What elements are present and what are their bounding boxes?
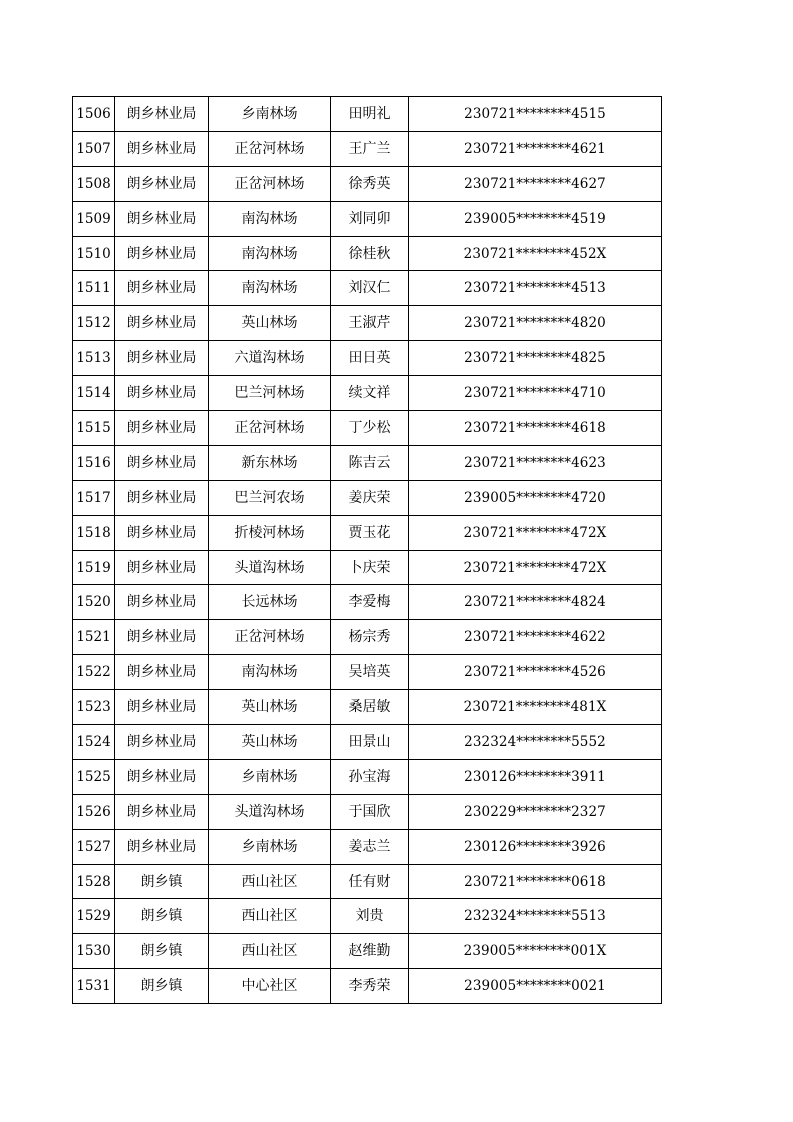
id-number-cell: 230126********3926	[409, 829, 662, 864]
sub-unit-cell: 英山林场	[209, 690, 331, 725]
roster-table-body	[73, 97, 662, 1004]
person-name-cell: 任有财	[331, 864, 409, 899]
id-number-cell: 230229********2327	[409, 794, 662, 829]
person-name-cell: 吴培英	[331, 655, 409, 690]
id-number-cell: 230126********3911	[409, 759, 662, 794]
sub-unit-cell: 南沟林场	[209, 655, 331, 690]
id-number-cell: 230721********4824	[409, 585, 662, 620]
sub-unit-cell: 西山社区	[209, 934, 331, 969]
unit-cell: 朗乡林业局	[115, 585, 209, 620]
sub-unit-cell: 南沟林场	[209, 201, 331, 236]
person-name-cell: 姜庆荣	[331, 480, 409, 515]
person-name-cell: 姜志兰	[331, 829, 409, 864]
sub-unit-cell: 英山林场	[209, 725, 331, 760]
unit-cell: 朗乡林业局	[115, 376, 209, 411]
unit-cell: 朗乡镇	[115, 864, 209, 899]
id-number-cell: 239005********0021	[409, 969, 662, 1004]
unit-cell: 朗乡林业局	[115, 131, 209, 166]
unit-cell: 朗乡林业局	[115, 725, 209, 760]
id-number-cell: 230721********4513	[409, 271, 662, 306]
sub-unit-cell: 西山社区	[209, 864, 331, 899]
unit-cell: 朗乡林业局	[115, 341, 209, 376]
person-name-cell: 贾玉花	[331, 515, 409, 550]
table-row	[73, 236, 662, 271]
sub-unit-cell: 巴兰河农场	[209, 480, 331, 515]
row-number-cell: 1510	[73, 236, 115, 271]
id-number-cell: 230721********0618	[409, 864, 662, 899]
roster-table	[72, 96, 662, 1004]
id-number-cell: 230721********4526	[409, 655, 662, 690]
row-number-cell: 1524	[73, 725, 115, 760]
row-number-cell: 1512	[73, 306, 115, 341]
id-number-cell: 230721********4710	[409, 376, 662, 411]
person-name-cell: 陈吉云	[331, 445, 409, 480]
person-name-cell: 杨宗秀	[331, 620, 409, 655]
sub-unit-cell: 正岔河林场	[209, 620, 331, 655]
row-number-cell: 1530	[73, 934, 115, 969]
row-number-cell: 1520	[73, 585, 115, 620]
unit-cell: 朗乡镇	[115, 934, 209, 969]
unit-cell: 朗乡林业局	[115, 166, 209, 201]
sub-unit-cell: 正岔河林场	[209, 411, 331, 446]
id-number-cell: 232324********5513	[409, 899, 662, 934]
table-row	[73, 899, 662, 934]
id-number-cell: 230721********4515	[409, 97, 662, 132]
sub-unit-cell: 六道沟林场	[209, 341, 331, 376]
table-row	[73, 480, 662, 515]
table-row	[73, 864, 662, 899]
row-number-cell: 1521	[73, 620, 115, 655]
table-row	[73, 759, 662, 794]
table-row	[73, 725, 662, 760]
person-name-cell: 卜庆荣	[331, 550, 409, 585]
sub-unit-cell: 英山林场	[209, 306, 331, 341]
table-row	[73, 131, 662, 166]
unit-cell: 朗乡林业局	[115, 550, 209, 585]
id-number-cell: 230721********4622	[409, 620, 662, 655]
unit-cell: 朗乡林业局	[115, 829, 209, 864]
table-row	[73, 411, 662, 446]
row-number-cell: 1525	[73, 759, 115, 794]
table-row	[73, 934, 662, 969]
person-name-cell: 刘同卯	[331, 201, 409, 236]
id-number-cell: 230721********4820	[409, 306, 662, 341]
unit-cell: 朗乡林业局	[115, 655, 209, 690]
person-name-cell: 王淑芹	[331, 306, 409, 341]
id-number-cell: 230721********4621	[409, 131, 662, 166]
table-row	[73, 620, 662, 655]
sub-unit-cell: 头道沟林场	[209, 550, 331, 585]
table-row	[73, 585, 662, 620]
unit-cell: 朗乡林业局	[115, 201, 209, 236]
table-row	[73, 690, 662, 725]
person-name-cell: 徐桂秋	[331, 236, 409, 271]
table-row	[73, 166, 662, 201]
person-name-cell: 田明礼	[331, 97, 409, 132]
id-number-cell: 239005********4720	[409, 480, 662, 515]
row-number-cell: 1506	[73, 97, 115, 132]
person-name-cell: 李爱梅	[331, 585, 409, 620]
id-number-cell: 232324********5552	[409, 725, 662, 760]
unit-cell: 朗乡林业局	[115, 306, 209, 341]
person-name-cell: 徐秀英	[331, 166, 409, 201]
sub-unit-cell: 正岔河林场	[209, 131, 331, 166]
person-name-cell: 桑居敏	[331, 690, 409, 725]
table-row	[73, 201, 662, 236]
person-name-cell: 续文祥	[331, 376, 409, 411]
person-name-cell: 于国欣	[331, 794, 409, 829]
sub-unit-cell: 南沟林场	[209, 236, 331, 271]
unit-cell: 朗乡林业局	[115, 480, 209, 515]
sub-unit-cell: 西山社区	[209, 899, 331, 934]
sub-unit-cell: 乡南林场	[209, 759, 331, 794]
row-number-cell: 1528	[73, 864, 115, 899]
unit-cell: 朗乡林业局	[115, 515, 209, 550]
person-name-cell: 刘汉仁	[331, 271, 409, 306]
row-number-cell: 1529	[73, 899, 115, 934]
id-number-cell: 230721********472X	[409, 515, 662, 550]
sub-unit-cell: 南沟林场	[209, 271, 331, 306]
unit-cell: 朗乡林业局	[115, 690, 209, 725]
sub-unit-cell: 乡南林场	[209, 829, 331, 864]
row-number-cell: 1508	[73, 166, 115, 201]
row-number-cell: 1527	[73, 829, 115, 864]
unit-cell: 朗乡林业局	[115, 97, 209, 132]
table-row	[73, 97, 662, 132]
person-name-cell: 李秀荣	[331, 969, 409, 1004]
id-number-cell: 230721********472X	[409, 550, 662, 585]
id-number-cell: 230721********4618	[409, 411, 662, 446]
row-number-cell: 1522	[73, 655, 115, 690]
sub-unit-cell: 中心社区	[209, 969, 331, 1004]
table-row	[73, 445, 662, 480]
id-number-cell: 239005********001X	[409, 934, 662, 969]
table-row	[73, 794, 662, 829]
table-row	[73, 550, 662, 585]
row-number-cell: 1515	[73, 411, 115, 446]
unit-cell: 朗乡林业局	[115, 620, 209, 655]
row-number-cell: 1509	[73, 201, 115, 236]
person-name-cell: 田日英	[331, 341, 409, 376]
unit-cell: 朗乡林业局	[115, 759, 209, 794]
row-number-cell: 1514	[73, 376, 115, 411]
row-number-cell: 1518	[73, 515, 115, 550]
sub-unit-cell: 巴兰河林场	[209, 376, 331, 411]
table-row	[73, 515, 662, 550]
row-number-cell: 1511	[73, 271, 115, 306]
row-number-cell: 1526	[73, 794, 115, 829]
unit-cell: 朗乡林业局	[115, 445, 209, 480]
unit-cell: 朗乡林业局	[115, 236, 209, 271]
sub-unit-cell: 折棱河林场	[209, 515, 331, 550]
person-name-cell: 丁少松	[331, 411, 409, 446]
person-name-cell: 赵维勤	[331, 934, 409, 969]
person-name-cell: 王广兰	[331, 131, 409, 166]
table-row	[73, 341, 662, 376]
table-row	[73, 969, 662, 1004]
row-number-cell: 1523	[73, 690, 115, 725]
id-number-cell: 239005********4519	[409, 201, 662, 236]
sub-unit-cell: 乡南林场	[209, 97, 331, 132]
table-row	[73, 271, 662, 306]
sub-unit-cell: 新东林场	[209, 445, 331, 480]
person-name-cell: 孙宝海	[331, 759, 409, 794]
table-row	[73, 306, 662, 341]
row-number-cell: 1507	[73, 131, 115, 166]
id-number-cell: 230721********4627	[409, 166, 662, 201]
unit-cell: 朗乡林业局	[115, 794, 209, 829]
row-number-cell: 1513	[73, 341, 115, 376]
unit-cell: 朗乡镇	[115, 899, 209, 934]
sub-unit-cell: 长远林场	[209, 585, 331, 620]
unit-cell: 朗乡林业局	[115, 411, 209, 446]
row-number-cell: 1519	[73, 550, 115, 585]
table-row	[73, 376, 662, 411]
sub-unit-cell: 正岔河林场	[209, 166, 331, 201]
id-number-cell: 230721********452X	[409, 236, 662, 271]
id-number-cell: 230721********4623	[409, 445, 662, 480]
person-name-cell: 田景山	[331, 725, 409, 760]
person-name-cell: 刘贵	[331, 899, 409, 934]
sub-unit-cell: 头道沟林场	[209, 794, 331, 829]
unit-cell: 朗乡林业局	[115, 271, 209, 306]
id-number-cell: 230721********481X	[409, 690, 662, 725]
table-row	[73, 829, 662, 864]
row-number-cell: 1516	[73, 445, 115, 480]
row-number-cell: 1517	[73, 480, 115, 515]
unit-cell: 朗乡镇	[115, 969, 209, 1004]
row-number-cell: 1531	[73, 969, 115, 1004]
id-number-cell: 230721********4825	[409, 341, 662, 376]
table-row	[73, 655, 662, 690]
